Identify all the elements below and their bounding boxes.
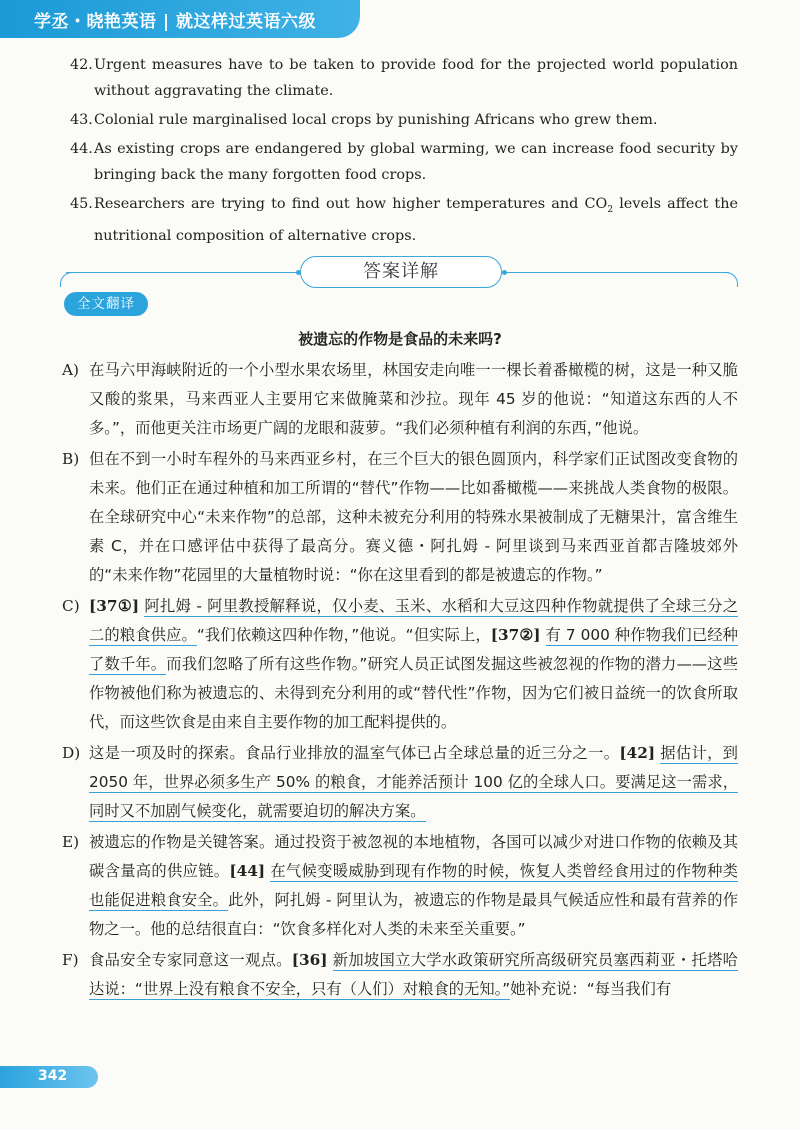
divider-curve	[725, 272, 738, 287]
question-45	[72, 191, 738, 249]
paragraph-label: C)	[62, 597, 80, 615]
paragraph-text: 而我们忽略了所有这些作物。”研究人员正试图发掘这些被忽视的作物的潜力——这些作物被他们称为被遗忘的、未得到充分利用的或“替代性”作物，因为它们被日益统一的饮食所取代，而这些饮食是由来自主要作物的加工配料提供的。	[89, 655, 738, 731]
subscript: 2	[607, 204, 614, 215]
footer-bar	[0, 1066, 98, 1088]
answer-ref: [42]	[619, 744, 656, 762]
question-text: Urgent measures have to be taken to provide food for the projected world population without aggravating the climate.	[94, 57, 738, 99]
underlined-text: 有 7 000 种作物我们已经种了数千年。	[89, 626, 738, 673]
paragraph-text: “我们依赖这四种作物，”他说。“但实际上，	[196, 626, 491, 644]
translation-title: 被遗忘的作物是食品的未来吗?	[298, 330, 502, 348]
paragraph-d	[62, 739, 738, 826]
paragraph-label: F)	[62, 951, 79, 969]
paragraph-label: E)	[62, 833, 80, 851]
divider-line	[504, 272, 729, 273]
question-43	[72, 107, 738, 133]
paragraph-label: A)	[62, 361, 80, 379]
paragraph-text: 这是一项及时的探索。食品行业排放的温室气体已占全球总量的近三分之一。	[89, 744, 620, 762]
header-title: 学丞・晓艳英语 | 就这样过英语六级	[34, 12, 317, 32]
header-bar	[0, 0, 360, 38]
question-44	[72, 136, 738, 188]
answer-ref: [37②]	[490, 626, 541, 644]
paragraph-text: 食品安全专家同意这一观点。	[89, 951, 292, 969]
paragraph-text: 此外，阿扎姆 - 阿里认为，被遗忘的作物是最具气候适应性和最有营养的作物之一。他的总结很直白：“饮食多样化对人类的未来至关重要。”	[89, 891, 738, 938]
paragraph-e	[62, 828, 738, 944]
paragraph-text: 在马六甲海峡附近的一个小型水果农场里，林国安走向唯一一棵长着番橄榄的树，这是一种又脆又酸的浆果，马来西亚人主要用它来做腌菜和沙拉。现年 45 岁的他说：“知道这东西的人不多。”，而他更关注市场更广阔的龙眼和菠萝。“我们必须种植有利润的东西，”他说。	[89, 361, 738, 437]
paragraph-b	[62, 445, 738, 590]
question-text-part: levels affect the nutritional composition of alternative crops.	[94, 196, 738, 244]
translation-body	[62, 356, 738, 1006]
question-list	[72, 52, 738, 252]
page-number: 342	[38, 1068, 68, 1084]
question-42	[72, 52, 738, 104]
section-title: 答案详解	[300, 256, 502, 288]
question-text	[94, 191, 738, 249]
answer-ref: [36]	[291, 951, 328, 969]
paragraph-a	[62, 356, 738, 443]
paragraph-text: 被遗忘的作物是关键答案。通过投资于被忽视的本地植物，各国可以减少对进口作物的依赖及其碳含量高的供应链。	[89, 833, 738, 880]
question-text: Colonial rule marginalised local crops by punishing Africans who grew them.	[94, 112, 658, 128]
paragraph-c	[62, 592, 738, 737]
answer-ref: [37①]	[89, 597, 140, 615]
question-number: 43.	[70, 112, 93, 128]
underlined-text: 在气候变暖威胁到现有作物的时候，恢复人类曾经食用过的作物种类也能促进粮食安全。	[89, 862, 738, 909]
section-divider	[60, 256, 738, 290]
divider-curve	[60, 272, 73, 287]
question-number: 45.	[70, 196, 93, 212]
question-text: As existing crops are endangered by global warming, we can increase food security by bringing back the many forgotten food crops.	[94, 141, 738, 183]
paragraph-text: 但在不到一小时车程外的马来西亚乡村，在三个巨大的银色圆顶内，科学家们正试图改变食物的未来。他们正在通过种植和加工所谓的“替代”作物——比如番橄榄——来挑战人类食物的极限。在全球研究中心“未来作物”的总部，这种未被充分利用的特殊水果被制成了无糖果汁，富含维生素 C，并在口感评估中获得了最高分。赛义德・阿扎姆 - 阿里谈到马来西亚首都吉隆坡郊外的“未来作物”花园里的大量植物时说：“你在这里看到的都是被遗忘的作物。”	[89, 450, 738, 584]
translation-badge: 全文翻译	[64, 292, 148, 316]
answer-ref: [44]	[229, 862, 266, 880]
underlined-text: 阿扎姆 - 阿里教授解释说，仅小麦、玉米、水稻和大豆这四种作物就提供了全球三分之二的粮食供应。	[89, 597, 739, 644]
underlined-text: 据估计，到 2050 年，世界必须多生产 50% 的粮食，才能养活预计 100 亿的全球人口。要满足这一需求，同时又不加剧气候变化，就需要迫切的解决方案。	[89, 744, 738, 820]
paragraph-label: D)	[62, 744, 81, 762]
question-text-part: Researchers are trying to find out how higher temperatures and CO	[94, 196, 608, 212]
paragraph-label: B)	[62, 450, 80, 468]
paragraph-f	[62, 946, 738, 1004]
divider-line	[66, 272, 298, 273]
underlined-text: 新加坡国立大学水政策研究所高级研究员塞西莉亚・托塔哈达说：“世界上没有粮食不安全，只有（人们）对粮食的无知。”	[89, 951, 738, 998]
question-number: 42.	[70, 57, 93, 73]
paragraph-text: 她补充说：“每当我们有	[510, 980, 672, 998]
question-number: 44.	[70, 141, 93, 157]
